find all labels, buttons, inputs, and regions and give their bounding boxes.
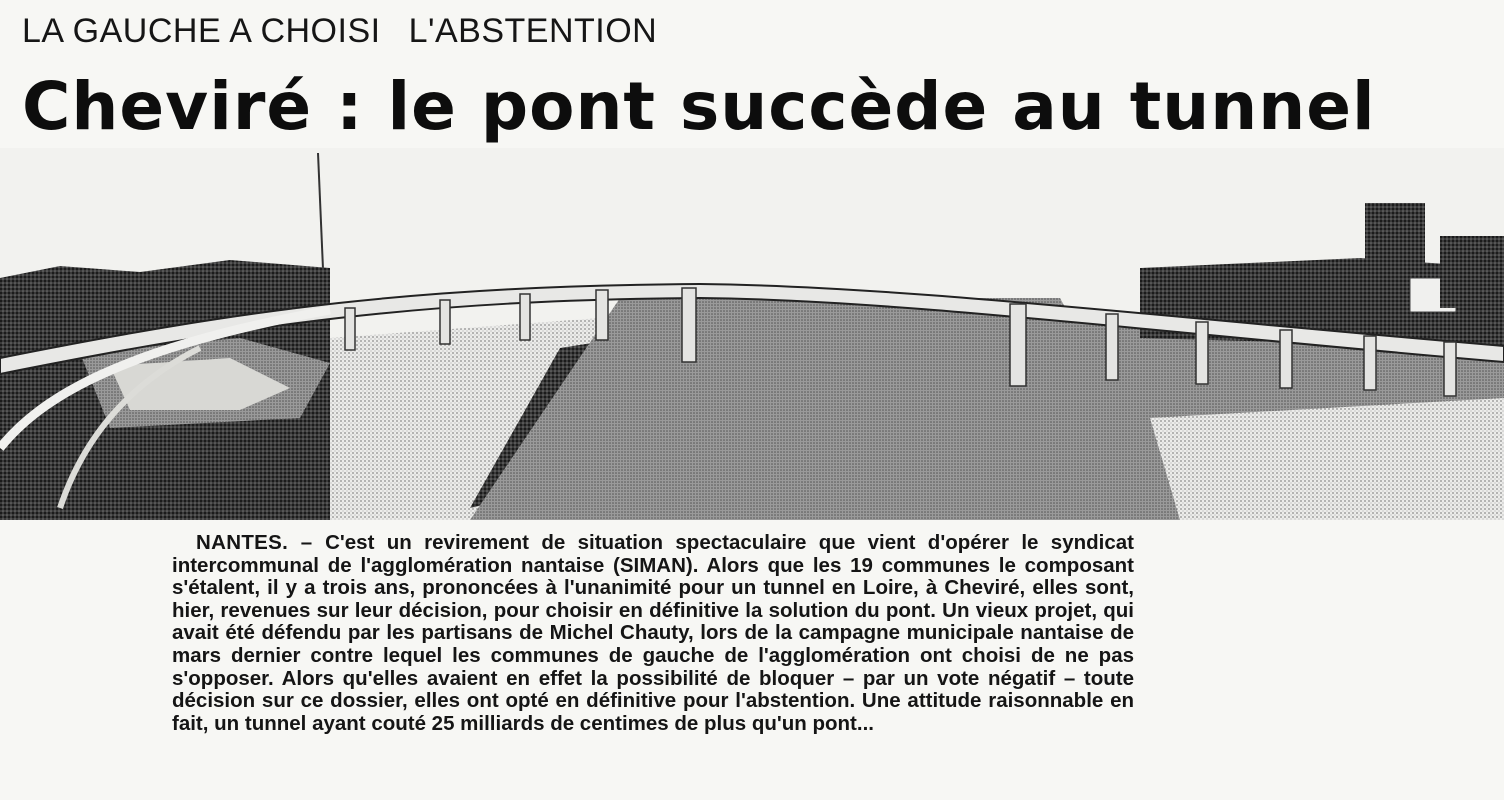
headline: Cheviré : le pont succède au tunnel bbox=[22, 68, 1376, 145]
article-body-text: C'est un revirement de situation spectaculaire que vient d'opérer le syndicat intercommunal de l'agglomération nantaise (SIMAN). Alors que les 19 communes le composant s'étalent, il y a trois ans, prononcées à l'unanimité pour un tunnel en Loire, à Cheviré, elles sont, hier, revenues sur leur décision, pour choisir en définitive la solution du pont. Un vieux projet, qui avait été défendu par les partisans de Michel Chauty, lors de la campagne municipale nantaise de mars dernier contre lequel les communes de gauche de l'agglomération ont choisi de ne pas s'opposer. Alors qu'elles avaient en effet la possibilité de bloquer – par un vote négatif – toute décision sur ce dossier, elles ont opté en définitive pour l'abstention. Une attitude raisonnable en fait, un tunnel ayant couté 25 milliards de centimes de plus qu'un pont... bbox=[172, 531, 1134, 735]
right-bank bbox=[1150, 398, 1504, 520]
kicker-left: LA GAUCHE A CHOISI bbox=[22, 12, 381, 50]
article-body bbox=[172, 532, 1134, 735]
kicker bbox=[22, 12, 657, 51]
kicker-right: L'ABSTENTION bbox=[408, 12, 658, 50]
dateline: NANTES. – bbox=[196, 531, 326, 554]
bridge-aerial-photo bbox=[0, 148, 1504, 520]
